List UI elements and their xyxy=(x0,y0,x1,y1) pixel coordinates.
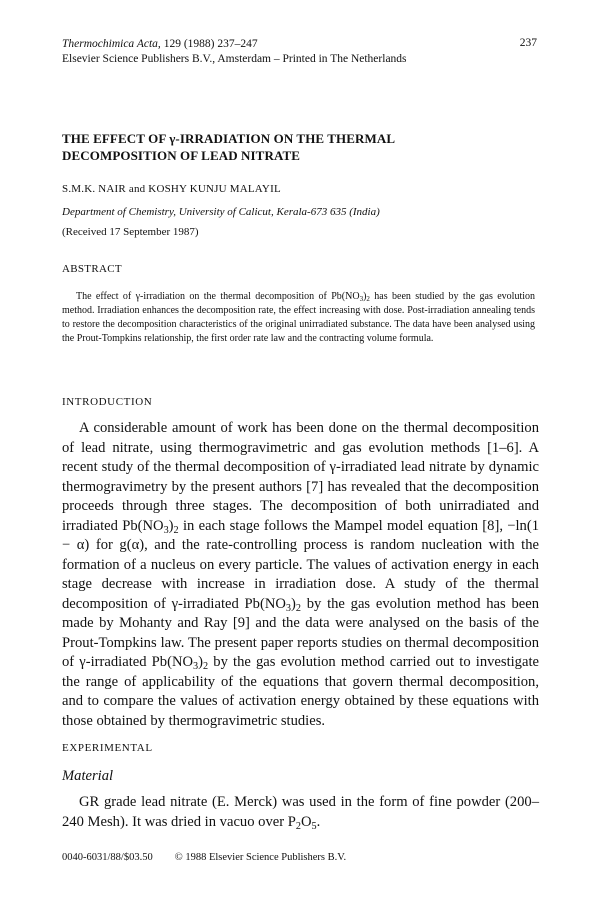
material-text-part: O xyxy=(300,813,312,830)
intro-subscript: 2 xyxy=(203,661,209,673)
intro-text-part: A considerable amount of work has been done on the thermal decomposition of lead nitrate, using thermogravimetric and gas evolution methods [1–6]. A recent study of the thermal decomposition of γ-irradiated lead nitrate by dynamic thermogravimetry by the present authors [7] has revealed that the decomposition proceeds through three stages. The decomposition of both unirradiated and irradiated Pb(NO xyxy=(62,420,539,534)
material-subscript: 5 xyxy=(311,820,317,832)
author-affiliation: Department of Chemistry, University of Calicut, Kerala-673 635 (India) xyxy=(62,206,380,218)
issn-price-code: 0040-6031/88/$03.50 xyxy=(62,852,153,863)
intro-subscript: 2 xyxy=(295,602,301,614)
abstract-text-part: The effect of γ-irradiation on the thermal decomposition of Pb(NO xyxy=(76,291,360,302)
intro-subscript: 3 xyxy=(285,602,292,614)
material-paragraph xyxy=(62,793,539,832)
page-footer xyxy=(62,852,346,863)
abstract-heading: ABSTRACT xyxy=(62,263,122,275)
abstract-subscript: 2 xyxy=(366,295,370,304)
intro-text-part: by the gas evolution method has been made by Mohanty and Ray [9] and the data were analysed on the basis of the Prout-Tompkins law. The present paper reports studies on thermal decomposition of γ-irradiated Pb(NO xyxy=(62,595,539,670)
experimental-heading: EXPERIMENTAL xyxy=(62,742,153,754)
introduction-heading: INTRODUCTION xyxy=(62,396,153,408)
journal-header xyxy=(62,37,407,67)
received-date: (Received 17 September 1987) xyxy=(62,226,199,238)
journal-name: Thermochimica Acta, xyxy=(62,38,161,50)
material-subscript: 2 xyxy=(295,820,301,832)
copyright-notice: © 1988 Elsevier Science Publishers B.V. xyxy=(174,852,347,863)
material-text-part: . xyxy=(316,813,321,830)
intro-text-part: ) xyxy=(291,595,296,612)
intro-text-part: ) xyxy=(168,517,174,534)
intro-subscript: 3 xyxy=(163,524,169,536)
journal-volume-pages: 129 (1988) 237–247 xyxy=(160,38,258,50)
intro-subscript: 2 xyxy=(173,524,179,536)
material-text-part: GR grade lead nitrate (E. Merck) was used in the form of fine powder (200–240 Mesh). It was dried in vacuo over P xyxy=(62,794,539,830)
article-title xyxy=(62,130,395,164)
publisher-line: Elsevier Science Publishers B.V., Amsterdam – Printed in The Netherlands xyxy=(62,53,407,65)
title-line-1: THE EFFECT OF γ-IRRADIATION ON THE THERMAL xyxy=(62,131,396,146)
title-line-2: DECOMPOSITION OF LEAD NITRATE xyxy=(62,148,301,163)
intro-text-part: ) xyxy=(198,654,204,670)
author-list: S.M.K. NAIR and KOSHY KUNJU MALAYIL xyxy=(62,183,281,195)
page-number: 237 xyxy=(519,37,537,49)
intro-text-part: by the gas evolution method carried out to investigate the range of applicability of the equations that govern thermal decomposition, and to compare the values of activation energy obtained by these equations with those obtained by thermogravimetric studies. xyxy=(62,654,539,729)
abstract-text-part: has been studied by the gas evolution method. Irradiation enhances the decomposition rate, the effect increasing with dose. Post-irradiation annealing tends to restore the decomposition characteristics of the original unirradiated substance. The data have been analysed using the Prout-Tompkins relationship, the first order rate law and the contracting volume formula. xyxy=(62,291,535,344)
intro-text-part: in each stage follows the Mampel model equation [8], −ln(1 − α) for g(α), and the rate-controlling process is random nucleation with the formation of a nucleus on every particle. The values of activation energy in each stage decrease with increase in irradiation dose. A study of the thermal decomposition of γ-irradiated Pb(NO xyxy=(62,517,539,612)
abstract-subscript: 3 xyxy=(359,295,364,304)
introduction-paragraph xyxy=(62,419,539,731)
material-subheading: Material xyxy=(62,768,114,784)
journal-citation xyxy=(62,37,407,52)
abstract-text-part: ) xyxy=(363,291,367,302)
abstract-text xyxy=(62,290,535,346)
intro-subscript: 3 xyxy=(193,661,199,673)
